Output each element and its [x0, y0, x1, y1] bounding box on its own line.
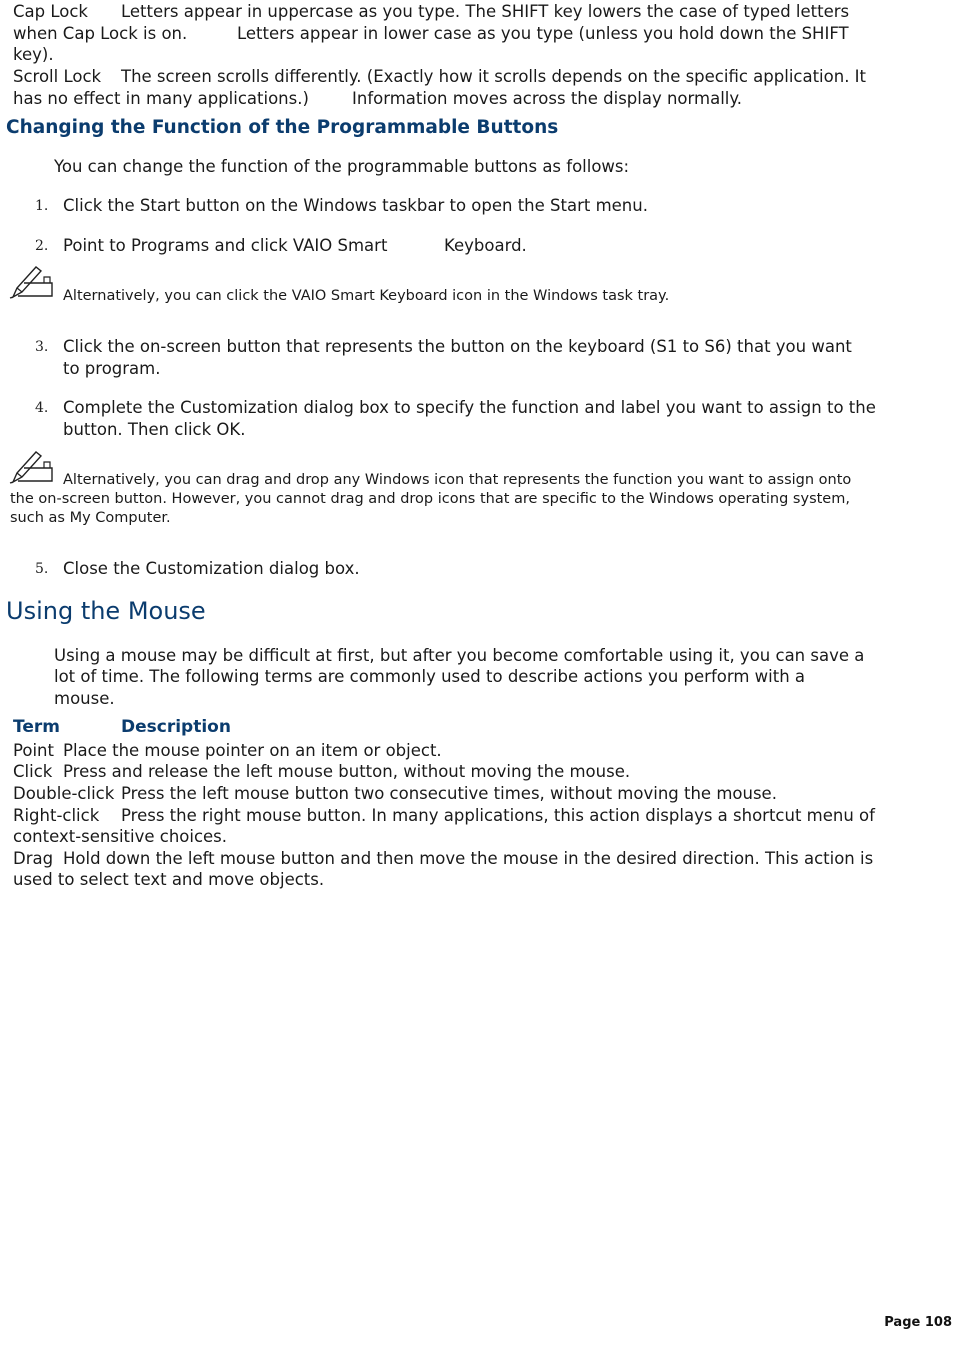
step-text: Click the on-screen button that represents the button on the keyboard (S1 to S6) that you want: [63, 337, 852, 356]
intro-text: Using a mouse may be difficult at first, but after you become comfortable using it, you can save a: [54, 646, 865, 665]
table-cell: Information moves across the display normally.: [352, 89, 743, 108]
intro-text: You can change the function of the programmable buttons as follows:: [54, 157, 630, 176]
step-text: button. Then click OK.: [63, 420, 246, 439]
note-text: the on-screen button. However, you cannot drag and drop icons that are specific to the Windows operating system,: [10, 491, 850, 507]
intro-text: mouse.: [54, 689, 115, 708]
section-heading: Changing the Function of the Programmable Buttons: [6, 117, 559, 138]
section-heading: Using the Mouse: [6, 597, 206, 625]
table-header-term: Term: [13, 717, 60, 737]
table-term: Drag: [13, 849, 54, 868]
step-text: Click the Start button on the Windows taskbar to open the Start menu.: [63, 196, 648, 215]
table-term: Cap Lock: [13, 2, 88, 21]
table-cell: when Cap Lock is on.: [13, 24, 188, 43]
note-text: Alternatively, you can drag and drop any Windows icon that represents the function you want to assign onto: [63, 472, 852, 488]
table-cell: has no effect in many applications.): [13, 89, 309, 108]
step-number: 3.: [35, 339, 49, 355]
table-term: Point: [13, 741, 54, 760]
page-number: Page 108: [884, 1315, 952, 1330]
step-number: 5.: [35, 561, 49, 577]
note-pencil-icon: [8, 448, 54, 484]
step-number: 2.: [35, 238, 49, 254]
table-term: Scroll Lock: [13, 67, 102, 86]
table-term: Double-click: [13, 784, 115, 803]
step-text: Keyboard.: [444, 236, 527, 255]
table-cell: used to select text and move objects.: [13, 870, 325, 889]
table-cell: key).: [13, 45, 54, 64]
step-text: to program.: [63, 359, 161, 378]
step-number: 4.: [35, 400, 49, 416]
table-cell: Letters appear in uppercase as you type. The SHIFT key lowers the case of typed letters: [121, 2, 850, 21]
step-text: Complete the Customization dialog box to specify the function and label you want to assign to the: [63, 398, 876, 417]
table-cell: Press and release the left mouse button, without moving the mouse.: [63, 762, 631, 781]
note-pencil-icon: [8, 263, 54, 299]
table-cell: Press the right mouse button. In many applications, this action displays a shortcut menu of: [121, 806, 875, 825]
table-cell: Hold down the left mouse button and then move the mouse in the desired direction. This action is: [63, 849, 874, 868]
table-cell: The screen scrolls differently. (Exactly how it scrolls depends on the specific application. It: [121, 67, 867, 86]
intro-text: lot of time. The following terms are commonly used to describe actions you perform with a: [54, 667, 806, 686]
table-cell: Place the mouse pointer on an item or object.: [63, 741, 442, 760]
table-cell: Press the left mouse button two consecutive times, without moving the mouse.: [121, 784, 777, 803]
step-text: Close the Customization dialog box.: [63, 559, 360, 578]
note-text: such as My Computer.: [10, 510, 171, 526]
table-header-description: Description: [121, 717, 231, 737]
table-term: Right-click: [13, 806, 100, 825]
table-cell: Letters appear in lower case as you type (unless you hold down the SHIFT: [237, 24, 849, 43]
note-text: Alternatively, you can click the VAIO Smart Keyboard icon in the Windows task tray.: [63, 288, 670, 304]
table-cell: context-sensitive choices.: [13, 827, 228, 846]
step-text: Point to Programs and click VAIO Smart: [63, 236, 388, 255]
step-number: 1.: [35, 198, 49, 214]
table-term: Click: [13, 762, 53, 781]
